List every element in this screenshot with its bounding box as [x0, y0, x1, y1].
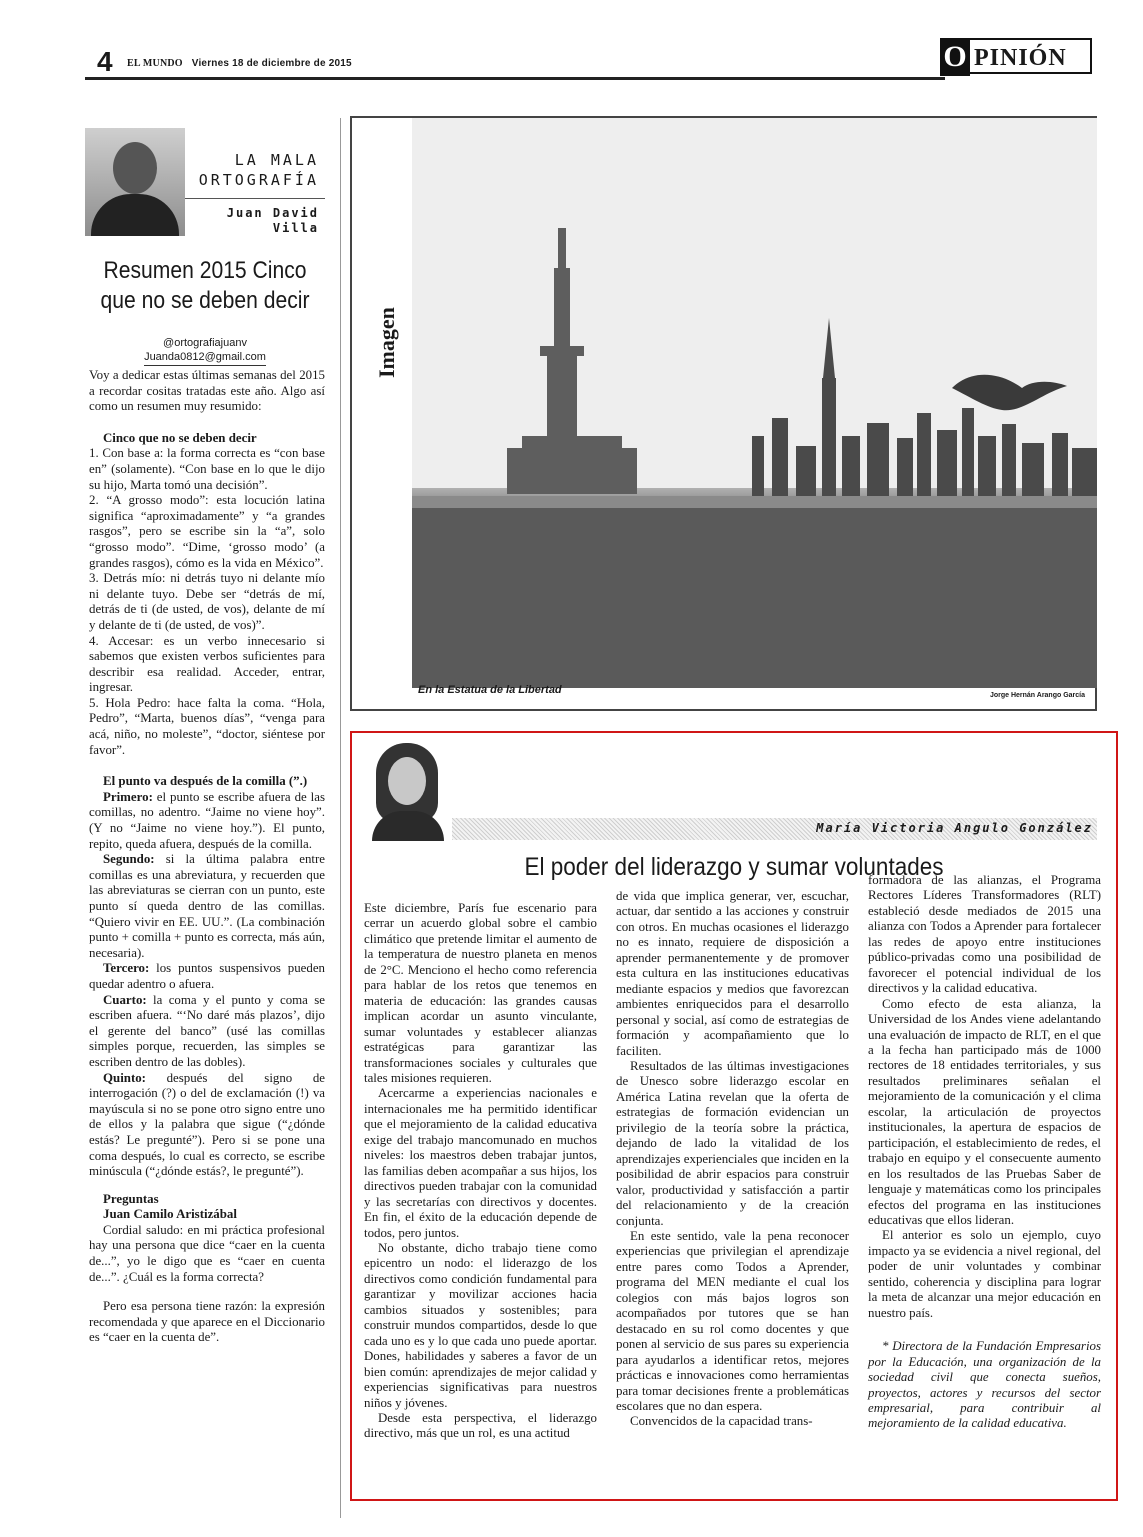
rule-paragraph — [89, 852, 325, 961]
rule-label: Primero: — [103, 789, 153, 804]
list-item: 4. Accesar: es un verbo innecesario si sabemos que existen verbos suficientes para describir esa realidad. Acceder, entrar, ingresar. — [89, 633, 325, 695]
answer-paragraph: Pero esa persona tiene razón: la expresión recomendada y que aparece en el Diccionario es “caer en la cuenta de”. — [89, 1299, 325, 1345]
rule-paragraph — [89, 993, 325, 1071]
article-paragraph: de vida que implica generar, ver, escuchar, actuar, dar sentido a las acciones y construir con otros. En muchas ocasiones el liderazgo no es innato, requiere de disposición a aprender permanentemente y de promover esta cultura en las instituciones educativas mediante espacios y medios que favorezcan ambientes enriquecidos para el desarrollo personal y social, así como de estrategias de formación y acompañamiento que lo faciliten. — [616, 889, 849, 1058]
article-paragraph: Convencidos de la capacidad trans- — [630, 1414, 813, 1429]
author-rule — [185, 198, 325, 199]
author-photo — [85, 128, 185, 236]
header-rule — [85, 77, 945, 80]
article-paragraph: No obstante, dicho trabajo tiene como epicentro un nodo: el liderazgo de los directivos como condición fundamental para garantizar y movilizar acciones hacia cambios situados y sostenibles; para construir mundos compartidos, desde lo que cada uno es y lo que cada uno puede aportar. Dones, habilidades y saberes a favor de un bien común: aprendizajes de mejor calidad y experiencias significativas para nuestros niños y jóvenes. — [364, 1240, 597, 1410]
paper-name: EL MUNDO — [127, 58, 183, 69]
masthead — [127, 58, 352, 69]
column-author-box — [85, 128, 325, 244]
author-name-line1: Juan David — [226, 206, 319, 220]
subhead-punto: El punto va después de la comilla (”.) — [103, 774, 308, 789]
article-paragraph: Resultados de las últimas investigaciones de Unesco sobre liderazgo escolar en América Latina revelan que la oferta de estrategias de formación evidencian un privilegio de la teoría sobre la práctica, dejando de lado la vitalidad de los aprendizajes experienciales que inciden en la posibilidad de abrir espacios para construir valor, productividad y satisfacción a partir del relacionamiento y de la creación conjunta. — [616, 1058, 849, 1228]
rule-label: Cuarto: — [103, 992, 147, 1007]
article-column-1 — [364, 901, 597, 1442]
list-item: 3. Detrás mío: ni detrás tuyo ni delante mío ni delante tuyo. Debe ser “detrás de mí, detrás de ti (de usted, de vos), delante de mí y delante de ti (de usted, de vos)”. — [89, 571, 325, 632]
column-body — [89, 368, 325, 1346]
article-paragraph: El anterior es solo un ejemplo, cuyo impacto ya se evidencia a nivel regional, del poder de unir voluntades y combinar sentido, coherencia y disciplina para lograr la meta de alcanzar una mejor educación en nuestro país. — [868, 1228, 1101, 1320]
article-column-2 — [616, 889, 849, 1430]
guest-photo-face — [388, 757, 426, 805]
social-handle[interactable]: @ortografiajuanv — [163, 337, 247, 349]
article-paragraph: formadora de las alianzas, el Programa Rectores Líderes Transformadores (RLT) estableció desde mediados de 2015 una alianza con Todos a Aprender para fortalecer las redes de apoyo entre instituciones público-privadas como una posibilidad de favorecer el potencial individual de los directivos y la calidad educativa. — [868, 873, 1101, 996]
question-author: Juan Camilo Aristizábal — [103, 1207, 237, 1222]
page-header — [85, 40, 1095, 82]
issue-date: Viernes 18 de diciembre de 2015 — [191, 58, 352, 69]
rule-label: Quinto: — [103, 1070, 146, 1085]
rule-paragraph — [89, 1071, 325, 1180]
rule-text: el punto se escribe afuera de las comillas, no adentro. “Jaime no viene hoy”. (Y no “Jaime no viene hoy.”). El punto, repito, queda afuera, después de la comilla. — [89, 789, 325, 851]
author-contacts — [85, 336, 325, 366]
left-column — [85, 118, 333, 1518]
article-paragraph: En este sentido, vale la pena reconocer experiencias que privilegian el aprendizaje entre pares como Todos a Aprender, programa del MEN mediante el cual los colegios con más bajos logros son acompañados por tutores que se han destacado en su rol como docentes y que ponen al servicio de sus pares su experiencia para ayudarlos a identificar retos, mejores prácticas e innovaciones como herramientas para tomar decisiones frente a problemáticas escolares que no dan espera. — [616, 1228, 849, 1413]
photo-caption: En la Estatua de la Libertad — [418, 684, 562, 696]
rule-text: si la última palabra entre comillas es una abreviatura, y recuerden que las abreviaturas se cierran con un punto, este punto sí queda dentro de las comillas. “Quiero vivir en EE. UU.”. (La combinación punto + comilla + punto es correcta, más aún, necesaria). — [89, 852, 325, 960]
guest-author-photo — [362, 741, 452, 841]
list-item: 2. “A grosso modo”: esta locución latina significa “aproximadamente” y “a grandes rasgos”, pero se escribe sin la “a”, solo “grosso modo”. “Dime, ‘grosso modo’ (a grandes rasgos), cómo es la vida en México”. — [89, 493, 325, 570]
rule-text: la coma y el punto y coma se escriben afuera. “‘No daré más plazos’, dijo el gerente del banco” (usé las comillas simples porque, recuerden, las simples se escriben dentro de las dobles). — [89, 992, 325, 1069]
section-tag — [940, 38, 1095, 78]
rule-label: Tercero: — [103, 961, 150, 976]
column-divider — [340, 118, 341, 1518]
photo-box — [350, 116, 1097, 711]
byline-bar — [452, 818, 1097, 840]
featured-article — [350, 731, 1118, 1501]
intro-paragraph: Voy a dedicar estas últimas semanas del 2015 a recordar cositas tratadas este año. Algo así como un resumen muy resumido: — [89, 368, 325, 414]
article-paragraph: Acercarme a experiencias nacionales e internacionales me ha permitido identificar que el mejoramiento de la calidad educativa exige del trabajo mancomunado en muchos niveles: los maestros deben trabajar juntos, las familias deben acompañar a sus hijos, los directivos pueden trabajar con la comunidad y las secretarías con directivos y docentes. En fin, el éxito de la educación depende de todos, pero juntos. — [364, 1086, 597, 1240]
headline-line1: Resumen 2015 Cinco — [103, 257, 307, 284]
article-headline: El poder del liderazgo y sumar voluntades — [524, 853, 944, 881]
rule-text: los puntos suspensivos pueden quedar adentro o afuera. — [89, 961, 325, 991]
subhead-five: Cinco que no se deben decir — [103, 430, 257, 445]
column-name — [199, 150, 319, 190]
column-name-line2: ORTOGRAFÍA — [198, 171, 319, 189]
list-item: 5. Hola Pedro: hace falta la coma. “Hola, Pedro”, “Marta, buenos días”, “venga para acá, niño, no moleste”, “doctor, siéntese por favor”. — [89, 695, 325, 757]
author-photo-head — [113, 142, 157, 194]
page-number: 4 — [97, 46, 113, 77]
rule-paragraph — [89, 790, 325, 852]
list-item: 1. Con base a: la forma correcta es “con base en” (solamente). “Con base en lo que le dijo su hijo, Marta tomó una decisión”. — [89, 446, 325, 492]
article-column-3 — [868, 873, 1101, 1432]
question-paragraph: Cordial saludo: en mi práctica profesional hay una persona que dice “caer en la cuenta de...”, yo le digo que es “caer en cuenta de...”. ¿Cuál es la forma correcta? — [89, 1222, 325, 1284]
section-tag-initial: O — [940, 38, 970, 76]
statue-of-liberty-photo — [412, 118, 1097, 688]
column-author-name — [227, 206, 319, 236]
author-email[interactable]: Juanda0812@gmail.com — [144, 350, 266, 366]
article-paragraph: Desde esta perspectiva, el liderazgo directivo, más que un rol, es una actitud — [364, 1410, 597, 1441]
guest-author-byline: María Victoria Angulo González — [816, 821, 1093, 835]
article-paragraph: Como efecto de esta alianza, la Universidad de los Andes viene adelantando una evaluación de impacto de RLT, en el que a la fecha han participado más de 1000 rectores de 18 entidades territoriales, y sus resultados preliminares señalan el mejoramiento de la comunicación y el clima escolar, la articulación de proyectos institucionales, la apertura de espacios de participación, el establecimiento de redes, el trabajo en equipo y el consecuente aumento en los resultados de las Pruebas Saber de lenguaje y matemáticas como los principales efectos del programa en las instituciones educativas que ellos lideran. — [868, 996, 1101, 1227]
author-name-line2: Villa — [272, 221, 319, 235]
subhead-questions: Preguntas — [103, 1191, 159, 1206]
photo-illustration — [412, 118, 1097, 688]
photo-credit: Jorge Hernán Arango García — [989, 692, 1085, 699]
section-tag-rest: PINIÓN — [970, 38, 1092, 74]
rule-label: Segundo: — [103, 852, 155, 867]
author-footnote: * Directora de la Fundación Empresarios por la Educación, una organización de la sociedad civil que conecta sueños, proyectos, actores y recursos del sector empresarial, para contribuir al mejoramiento de la calidad educativa. — [868, 1339, 1101, 1431]
rule-paragraph — [89, 961, 325, 992]
rule-text: después del signo de interrogación (?) o del de exclamación (!) va mayúscula si no se pone otro signo entre uno de ellos y la palabra que sigue (“¿dónde estás? Le pregunté”). Pero si se pone una coma después, lo cual es correcto, se escribe minúscula (“¿dónde estás?, le pregunté”). — [89, 1070, 325, 1179]
column-headline — [99, 256, 310, 316]
photo-section-label: Imagen — [374, 307, 399, 378]
headline-line2: que no se deben decir — [100, 287, 310, 314]
article-paragraph: Este diciembre, París fue escenario para cerrar un acuerdo global sobre el cambio climático que pretende limitar el aumento de la temperatura de nuestro planeta en menos de 2°C. Menciono el hecho como referencia para hablar de los retos que tenemos en materia de educación: las grandes causas implican acordar un asunto vinculante, sumar voluntades y establecer alianzas estratégicas para garantizar las transformaciones sociales y culturales que tales misiones requieren. — [364, 901, 597, 1085]
column-name-line1: LA MALA — [234, 151, 319, 169]
author-photo-shoulders — [91, 194, 179, 236]
